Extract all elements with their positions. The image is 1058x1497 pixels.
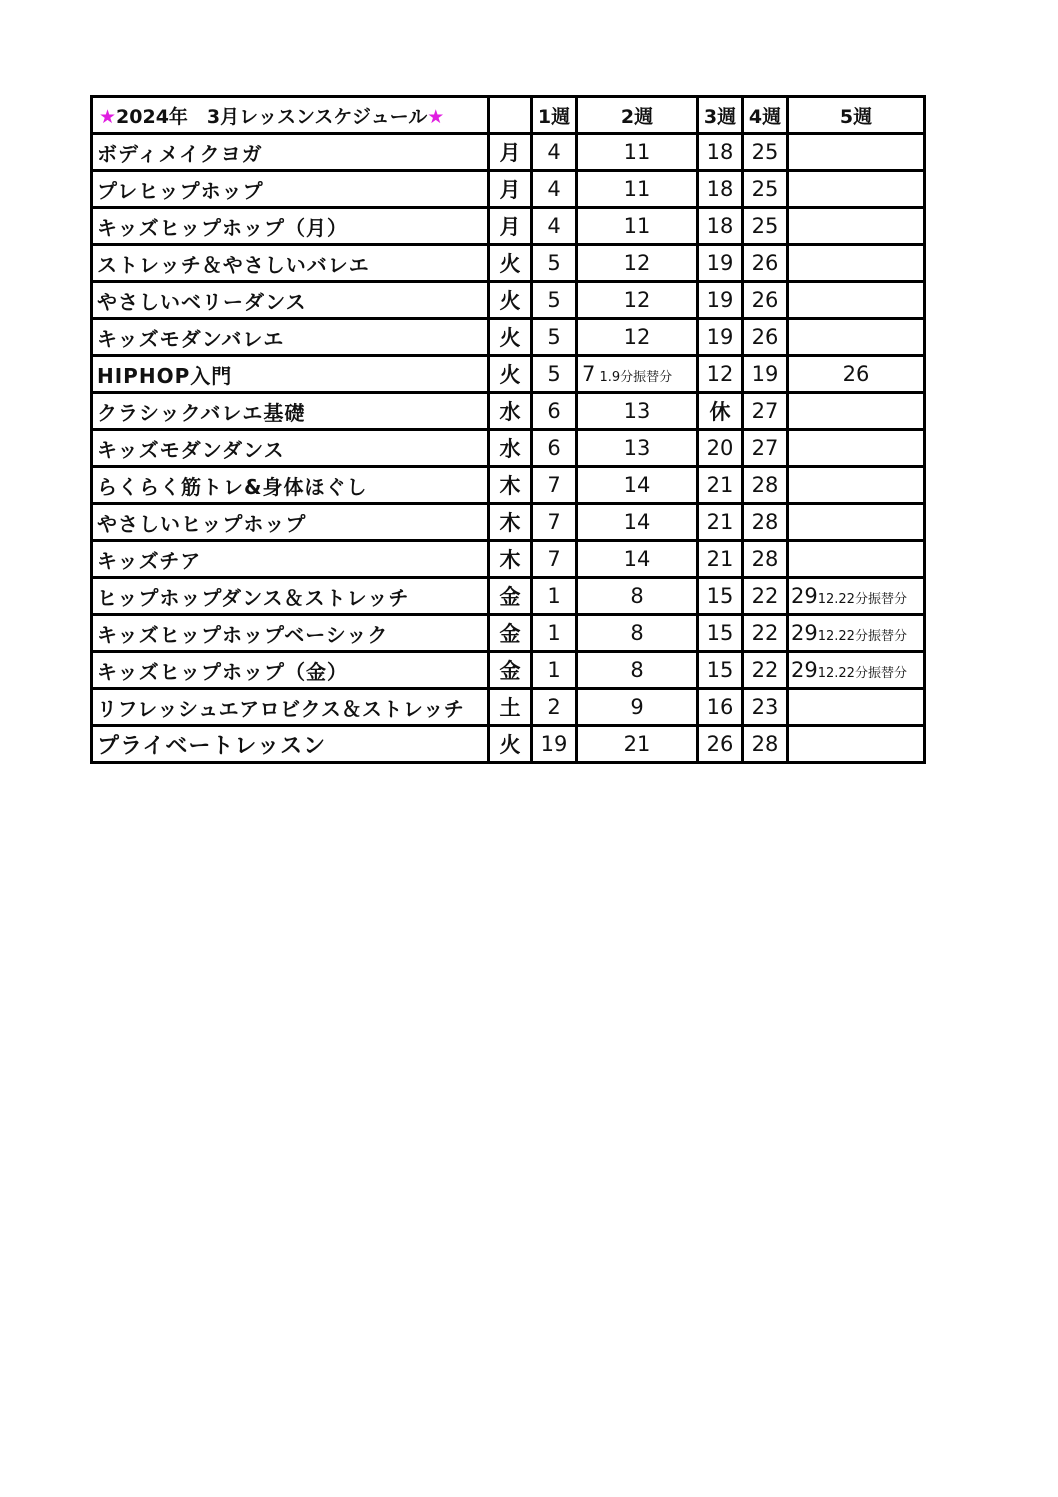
week-5-date xyxy=(788,430,925,467)
week-3-date: 19 xyxy=(698,282,743,319)
table-row xyxy=(92,467,925,504)
table-row xyxy=(92,430,925,467)
week-5-date xyxy=(788,245,925,282)
week-1-date: 19 xyxy=(532,726,577,763)
week-3-date: 26 xyxy=(698,726,743,763)
lesson-name: ヒップホップダンス＆ストレッチ xyxy=(92,578,489,615)
lesson-name: クラシックバレエ基礎 xyxy=(92,393,489,430)
week-4-date: 27 xyxy=(743,430,788,467)
table-row xyxy=(92,541,925,578)
week-5-header: 5週 xyxy=(788,97,925,134)
week-4-date: 25 xyxy=(743,171,788,208)
week-2-date: 21 xyxy=(577,726,698,763)
week-1-date: 5 xyxy=(532,319,577,356)
week-5-date-value: 29 xyxy=(791,584,818,608)
week-3-date: 21 xyxy=(698,467,743,504)
week-2-date: 14 xyxy=(577,467,698,504)
week-1-date: 7 xyxy=(532,467,577,504)
week-2-date: 8 xyxy=(577,615,698,652)
week-2-date: 8 xyxy=(577,578,698,615)
week-4-date: 22 xyxy=(743,578,788,615)
table-row xyxy=(92,134,925,171)
week-2-date: 11 xyxy=(577,208,698,245)
lesson-name: やさしいヒップホップ xyxy=(92,504,489,541)
table-row xyxy=(92,393,925,430)
table-row xyxy=(92,356,925,393)
week-4-date: 27 xyxy=(743,393,788,430)
lesson-name: キッズモダンバレエ xyxy=(92,319,489,356)
closed-marker: 休 xyxy=(698,393,743,430)
week-1-date: 6 xyxy=(532,393,577,430)
week-1-date: 5 xyxy=(532,282,577,319)
week-3-date: 19 xyxy=(698,245,743,282)
week-2-date: 8 xyxy=(577,652,698,689)
week-1-date: 7 xyxy=(532,541,577,578)
week-3-date: 19 xyxy=(698,319,743,356)
table-row xyxy=(92,689,925,726)
week-1-date: 5 xyxy=(532,245,577,282)
week-2-date: 13 xyxy=(577,393,698,430)
lesson-name: HIPHOP入門 xyxy=(92,356,489,393)
lesson-name: らくらく筋トレ&身体ほぐし xyxy=(92,467,489,504)
week-3-date: 12 xyxy=(698,356,743,393)
week-4-date: 22 xyxy=(743,652,788,689)
star-right: ★ xyxy=(427,105,445,128)
table-row xyxy=(92,319,925,356)
makeup-note: 12.22分振替分 xyxy=(817,666,907,681)
lesson-day: 金 xyxy=(489,615,532,652)
week-1-date: 1 xyxy=(532,652,577,689)
week-2-date: 11 xyxy=(577,134,698,171)
week-2-date: 11 xyxy=(577,171,698,208)
lesson-name: プライベートレッスン xyxy=(92,726,489,763)
table-row xyxy=(92,504,925,541)
day-header xyxy=(489,97,532,134)
week-2-date: 12 xyxy=(577,245,698,282)
lesson-day: 金 xyxy=(489,652,532,689)
week-4-date: 26 xyxy=(743,245,788,282)
makeup-note: 12.22分振替分 xyxy=(817,592,907,607)
week-4-date: 23 xyxy=(743,689,788,726)
lesson-name: キッズヒップホップ（月） xyxy=(92,208,489,245)
week-5-date xyxy=(788,208,925,245)
lesson-day: 水 xyxy=(489,393,532,430)
lesson-schedule-table xyxy=(90,95,926,764)
week-3-date: 15 xyxy=(698,615,743,652)
week-4-date: 25 xyxy=(743,134,788,171)
lesson-day: 月 xyxy=(489,171,532,208)
week-3-date: 21 xyxy=(698,541,743,578)
lesson-day: 火 xyxy=(489,245,532,282)
week-1-date: 4 xyxy=(532,208,577,245)
lesson-day: 火 xyxy=(489,356,532,393)
week-4-date: 25 xyxy=(743,208,788,245)
week-5-date xyxy=(788,615,925,652)
lesson-day: 金 xyxy=(489,578,532,615)
week-3-date: 21 xyxy=(698,504,743,541)
week-5-date-value: 29 xyxy=(791,658,818,682)
week-3-date: 18 xyxy=(698,134,743,171)
week-2-date: 12 xyxy=(577,282,698,319)
lesson-day: 木 xyxy=(489,504,532,541)
week-3-header: 3週 xyxy=(698,97,743,134)
week-4-date: 26 xyxy=(743,319,788,356)
week-1-date: 4 xyxy=(532,134,577,171)
lesson-day: 火 xyxy=(489,726,532,763)
week-5-date xyxy=(788,504,925,541)
week-1-header: 1週 xyxy=(532,97,577,134)
lesson-day: 火 xyxy=(489,282,532,319)
week-3-date: 20 xyxy=(698,430,743,467)
table-row xyxy=(92,578,925,615)
makeup-note: 1.9分振替分 xyxy=(595,370,673,385)
lesson-day: 月 xyxy=(489,134,532,171)
table-row xyxy=(92,726,925,763)
week-5-date xyxy=(788,578,925,615)
week-5-date xyxy=(788,134,925,171)
week-4-date: 28 xyxy=(743,726,788,763)
table-row xyxy=(92,652,925,689)
lesson-name: キッズモダンダンス xyxy=(92,430,489,467)
week-1-date: 2 xyxy=(532,689,577,726)
lesson-day: 水 xyxy=(489,430,532,467)
week-1-date: 7 xyxy=(532,504,577,541)
week-1-date: 1 xyxy=(532,578,577,615)
week-3-date: 18 xyxy=(698,208,743,245)
week-5-date xyxy=(788,467,925,504)
week-5-date xyxy=(788,282,925,319)
week-4-date: 28 xyxy=(743,541,788,578)
lesson-day: 月 xyxy=(489,208,532,245)
table-row xyxy=(92,615,925,652)
week-1-date: 5 xyxy=(532,356,577,393)
week-5-date xyxy=(788,726,925,763)
week-2-date: 12 xyxy=(577,319,698,356)
table-row xyxy=(92,245,925,282)
table-row xyxy=(92,171,925,208)
lesson-day: 木 xyxy=(489,541,532,578)
lesson-name: ストレッチ＆やさしいバレエ xyxy=(92,245,489,282)
lesson-name: キッズチア xyxy=(92,541,489,578)
lesson-name: やさしいベリーダンス xyxy=(92,282,489,319)
week-4-date: 26 xyxy=(743,282,788,319)
week-3-date: 18 xyxy=(698,171,743,208)
lesson-day: 火 xyxy=(489,319,532,356)
table-row xyxy=(92,282,925,319)
star-left: ★ xyxy=(99,105,117,128)
week-4-date: 19 xyxy=(743,356,788,393)
week-1-date: 1 xyxy=(532,615,577,652)
week-2-date: 13 xyxy=(577,430,698,467)
week-5-date xyxy=(788,541,925,578)
week-2-date: 9 xyxy=(577,689,698,726)
week-5-date xyxy=(788,319,925,356)
lesson-day: 木 xyxy=(489,467,532,504)
week-2-date-value: 7 xyxy=(582,362,596,386)
makeup-note: 12.22分振替分 xyxy=(817,629,907,644)
week-2-header: 2週 xyxy=(577,97,698,134)
week-3-date: 15 xyxy=(698,652,743,689)
lesson-name: ボディメイクヨガ xyxy=(92,134,489,171)
lesson-day: 土 xyxy=(489,689,532,726)
lesson-name: リフレッシュエアロビクス＆ストレッチ xyxy=(92,689,489,726)
week-4-date: 22 xyxy=(743,615,788,652)
week-5-date xyxy=(788,689,925,726)
week-4-date: 28 xyxy=(743,504,788,541)
week-5-date xyxy=(788,393,925,430)
week-3-date: 15 xyxy=(698,578,743,615)
lesson-name: キッズヒップホップベーシック xyxy=(92,615,489,652)
title-text: 2024年 3月レッスンスケジュール xyxy=(116,105,428,128)
week-2-date: 14 xyxy=(577,504,698,541)
week-3-date: 16 xyxy=(698,689,743,726)
week-2-date xyxy=(577,356,698,393)
table-row xyxy=(92,208,925,245)
week-1-date: 4 xyxy=(532,171,577,208)
lesson-name: キッズヒップホップ（金） xyxy=(92,652,489,689)
week-5-date-value: 29 xyxy=(791,621,818,645)
week-1-date: 6 xyxy=(532,430,577,467)
week-4-date: 28 xyxy=(743,467,788,504)
week-2-date: 14 xyxy=(577,541,698,578)
week-5-date xyxy=(788,652,925,689)
schedule-title xyxy=(92,97,489,134)
lesson-name: プレヒップホップ xyxy=(92,171,489,208)
header-row xyxy=(92,97,925,134)
week-5-date xyxy=(788,171,925,208)
week-4-header: 4週 xyxy=(743,97,788,134)
week-5-date: 26 xyxy=(788,356,925,393)
